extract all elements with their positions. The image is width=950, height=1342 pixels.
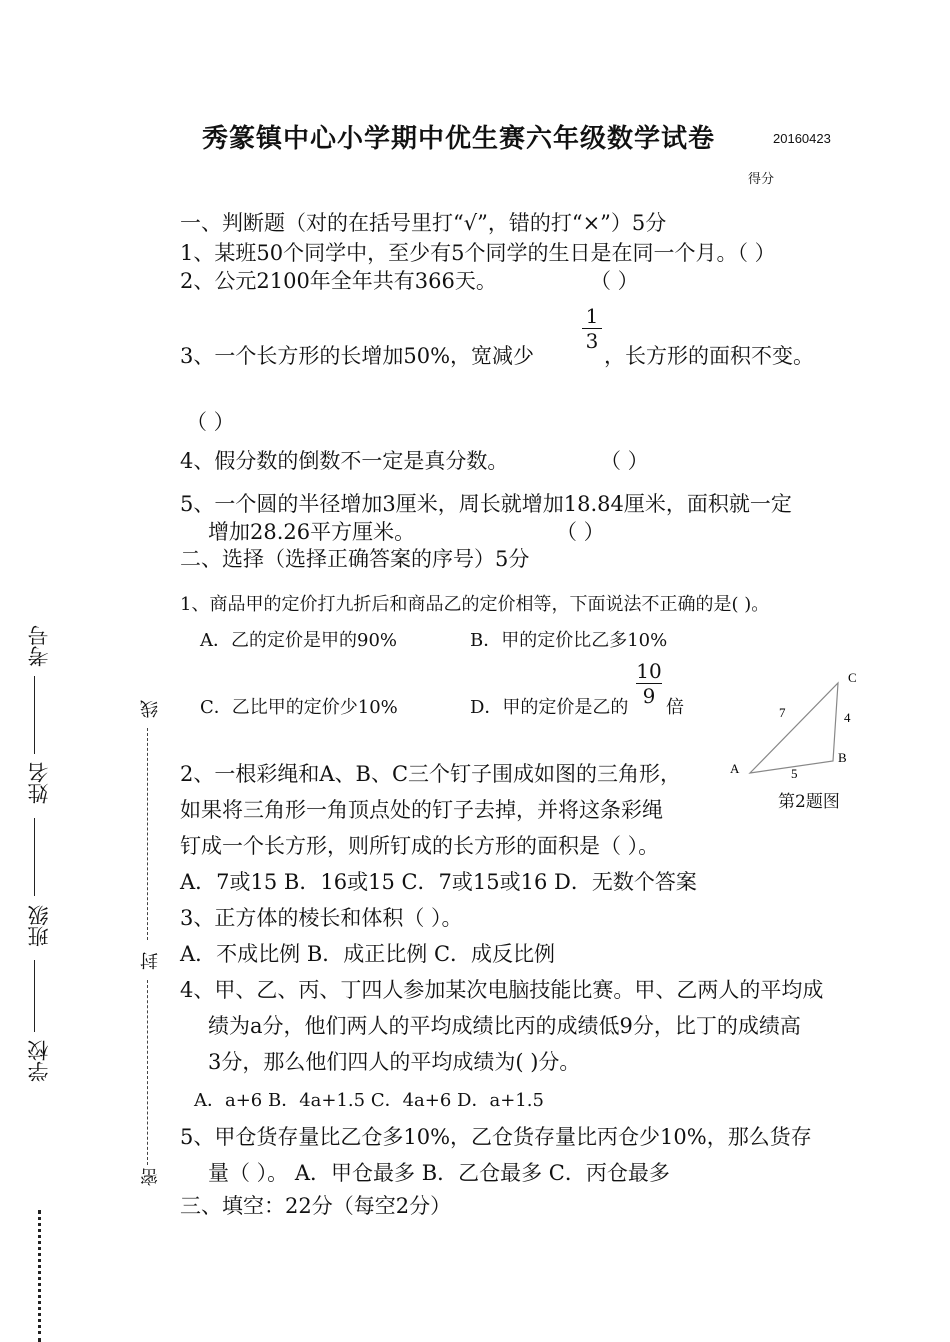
- seal-dashed-line-upper: [147, 728, 149, 940]
- s2-q1-option-d-fraction: [636, 660, 662, 707]
- s2-q2-line3: 钉成一个长方形，则所钉成的长方形的面积是（ ）。: [180, 834, 660, 858]
- s1-q2-bracket[interactable]: （ ）: [590, 269, 639, 293]
- fraction-denominator: 3: [585, 329, 599, 353]
- s1-q3-text-b: ，长方形的面积不变。: [604, 344, 814, 368]
- class-blank-line[interactable]: [34, 818, 35, 896]
- margin-exam-number-label: 考号: [27, 625, 51, 667]
- seal-mi-char: 密: [140, 1168, 161, 1186]
- s1-q5-line1: 5、一个圆的半径增加3厘米，周长就增加18.84厘米，面积就一定: [180, 492, 792, 516]
- s2-q1-option-a: A．乙的定价是甲的90%: [200, 630, 398, 651]
- s2-q4-line1: 4、甲、乙、丙、丁四人参加某次电脑技能比赛。甲、乙两人的平均成: [180, 978, 824, 1002]
- s1-q1: 1、某班50个同学中，至少有5个同学的生日是在同一个月。（ ）: [180, 241, 776, 265]
- name-blank-line[interactable]: [34, 676, 35, 754]
- s1-q3-bracket[interactable]: （ ）: [186, 410, 235, 434]
- s2-q1-option-c: C．乙比甲的定价少10%: [200, 697, 398, 718]
- margin-name-label: 姓名: [27, 762, 51, 804]
- s1-q3-text-a: 3、一个长方形的长增加50%，宽减少: [180, 344, 535, 368]
- s1-q3-fraction: [582, 305, 602, 352]
- s2-q4-line3: 3分，那么他们四人的平均成绩为( )分。: [208, 1050, 581, 1074]
- seal-dashed-line-lower: [147, 980, 149, 1165]
- margin-school-label: 学校: [27, 1040, 51, 1082]
- s2-q2-line2: 如果将三角形一角顶点处的钉子去掉，并将这条彩绳: [180, 798, 663, 822]
- s2-q1-option-b: B．甲的定价比乙多10%: [470, 630, 668, 651]
- exam-code: 20160423: [773, 131, 831, 146]
- seal-line-char: 线: [140, 700, 161, 718]
- margin-class-label: 班级: [27, 905, 51, 947]
- side-bc-length: 4: [844, 710, 851, 725]
- section2-heading: 二、选择（选择正确答案的序号）5分: [180, 547, 530, 571]
- s2-q2-line1: 2、一根彩绳和A、B、C三个钉子围成如图的三角形，: [180, 762, 682, 786]
- fraction-numerator: 10: [636, 659, 662, 683]
- s2-q4-options: A．a+6 B．4a+1.5 C．4a+6 D．a+1.5: [194, 1090, 544, 1111]
- fraction-numerator: 1: [585, 304, 599, 328]
- dotted-cut-line: [38, 1210, 41, 1342]
- fraction-denominator: 9: [642, 684, 656, 708]
- s1-q4-text: 4、假分数的倒数不一定是真分数。: [180, 449, 509, 473]
- side-ab-length: 5: [791, 766, 798, 781]
- score-label: 得分: [748, 171, 775, 186]
- section1-heading: 一、判断题（对的在括号里打“√”，错的打“×”）5分: [180, 211, 667, 235]
- s1-q5-bracket[interactable]: （ ）: [556, 520, 605, 544]
- s2-q4-line2: 绩为a分，他们两人的平均成绩比丙的成绩低9分，比丁的成绩高: [208, 1014, 801, 1038]
- s2-q3-options: A．不成比例 B．成正比例 C．成反比例: [180, 942, 556, 966]
- triangle-shape: [750, 683, 838, 773]
- s2-q3: 3、正方体的棱长和体积（ ）。: [180, 906, 463, 930]
- s2-q5-line1: 5、甲仓货存量比乙仓多10%，乙仓货存量比丙仓少10%，那么货存: [180, 1125, 812, 1149]
- seal-feng-char: 封: [140, 952, 161, 970]
- s2-q1-option-d-suffix: 倍: [666, 697, 684, 718]
- s2-q1-option-d-text: D．甲的定价是乙的: [470, 697, 629, 718]
- vertex-b-label: B: [838, 750, 847, 765]
- s2-q2-options: A．7或15 B．16或15 C．7或15或16 D．无数个答案: [180, 870, 697, 894]
- school-blank-line[interactable]: [34, 960, 35, 1032]
- s1-q2-text: 2、公元2100年全年共有366天。: [180, 269, 497, 293]
- vertex-c-label: C: [848, 670, 857, 685]
- s1-q4-bracket[interactable]: （ ）: [600, 449, 649, 473]
- s1-q5-line2: 增加28.26平方厘米。: [208, 520, 416, 544]
- side-ac-length: 7: [779, 705, 786, 720]
- vertex-a-label: A: [730, 761, 740, 776]
- section3-heading: 三、填空：22分（每空2分）: [180, 1194, 452, 1218]
- figure-caption: 第2题图: [778, 792, 840, 812]
- s2-q1: 1、商品甲的定价打九折后和商品乙的定价相等，下面说法不正确的是( )。: [180, 594, 770, 615]
- page-title: 秀篆镇中心小学期中优生赛六年级数学试卷: [202, 124, 716, 154]
- s2-q5-line2: 量（ ）。 A．甲仓最多 B．乙仓最多 C．丙仓最多: [208, 1161, 670, 1185]
